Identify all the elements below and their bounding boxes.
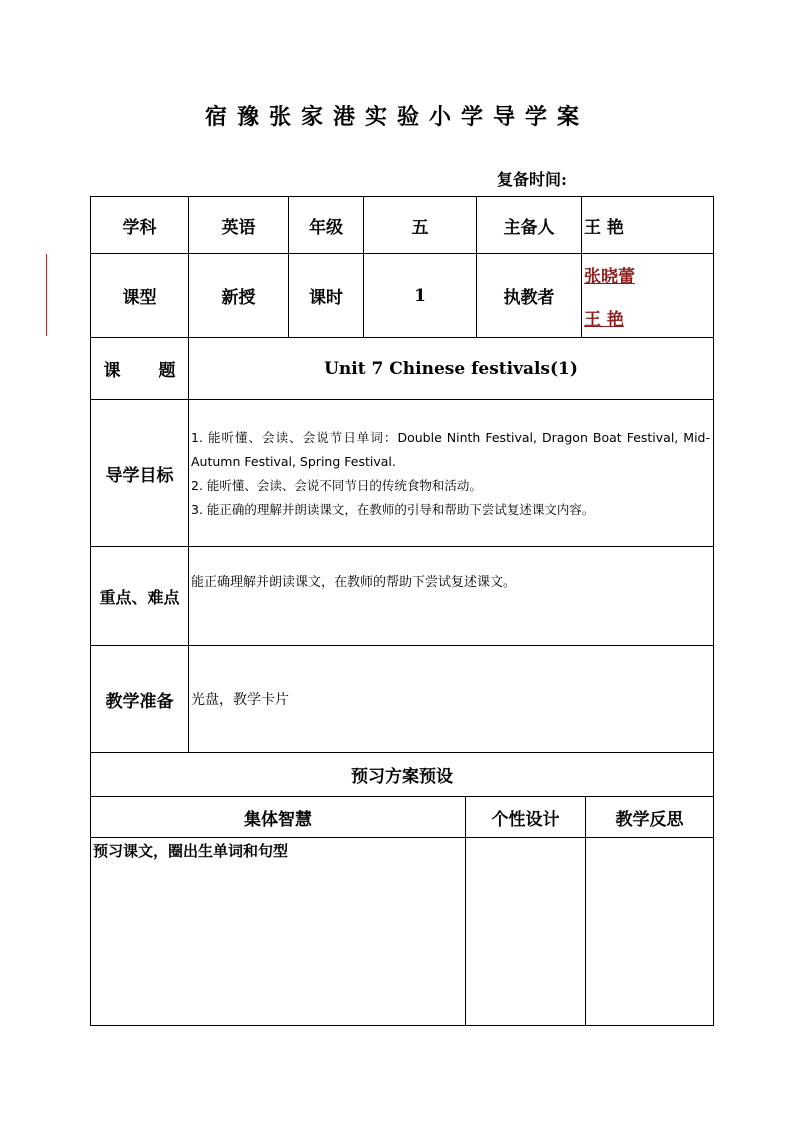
teaching-reflection-cell bbox=[585, 837, 714, 1026]
period-label: 课时 bbox=[288, 253, 364, 338]
topic-label bbox=[90, 337, 189, 400]
teacher-name-2: 王 艳 bbox=[584, 310, 624, 330]
objectives-content bbox=[188, 399, 714, 547]
preview-content: 预习课文，圈出生单词和句型 bbox=[90, 837, 466, 1026]
lesson-type-value: 新授 bbox=[188, 253, 289, 338]
grade-value: 五 bbox=[363, 196, 477, 254]
personal-design-cell bbox=[465, 837, 586, 1026]
teacher-label: 执教者 bbox=[476, 253, 582, 338]
col-teaching-reflection: 教学反思 bbox=[585, 796, 714, 838]
teacher-values bbox=[581, 253, 714, 338]
topic-label-right: 题 bbox=[158, 361, 176, 381]
grade-label: 年级 bbox=[288, 196, 364, 254]
lead-teacher-label: 主备人 bbox=[476, 196, 582, 254]
lesson-type-label: 课型 bbox=[90, 253, 189, 338]
objective-item-2: 2. 能听懂、会读、会说不同节日的传统食物和活动。 bbox=[191, 478, 482, 493]
key-points-value: 能正确理解并朗读课文，在教师的帮助下尝试复述课文。 bbox=[188, 546, 714, 646]
prep-time-label: 复备时间: bbox=[497, 170, 567, 189]
topic-value: Unit 7 Chinese festivals(1) bbox=[188, 337, 714, 400]
period-value: 1 bbox=[363, 253, 477, 338]
col-personal-design: 个性设计 bbox=[465, 796, 586, 838]
page-title: 宿豫张家港实验小学导学案 bbox=[204, 104, 589, 130]
objective-item-3: 3. 能正确的理解并朗读课文，在教师的引导和帮助下尝试复述课文内容。 bbox=[191, 502, 595, 517]
lead-teacher-value: 王 艳 bbox=[581, 196, 714, 254]
col-collective-wisdom: 集体智慧 bbox=[90, 796, 466, 838]
margin-mark bbox=[46, 254, 47, 336]
preparation-value: 光盘，教学卡片 bbox=[188, 645, 714, 753]
subject-label: 学科 bbox=[90, 196, 189, 254]
preview-header: 预习方案预设 bbox=[90, 752, 714, 797]
objectives-label: 导学目标 bbox=[90, 399, 189, 547]
key-points-label: 重点、难点 bbox=[90, 546, 189, 646]
preparation-label: 教学准备 bbox=[90, 645, 189, 753]
topic-label-left: 课 bbox=[103, 361, 121, 381]
objective-item-1: 1. 能听懂、会读、会说节日单词：Double Ninth Festival, Dragon Boat Festival, Mid-Autumn Festival, Spring Festival. bbox=[191, 430, 710, 469]
subject-value: 英语 bbox=[188, 196, 289, 254]
teacher-name-1: 张晓蕾 bbox=[584, 267, 635, 287]
